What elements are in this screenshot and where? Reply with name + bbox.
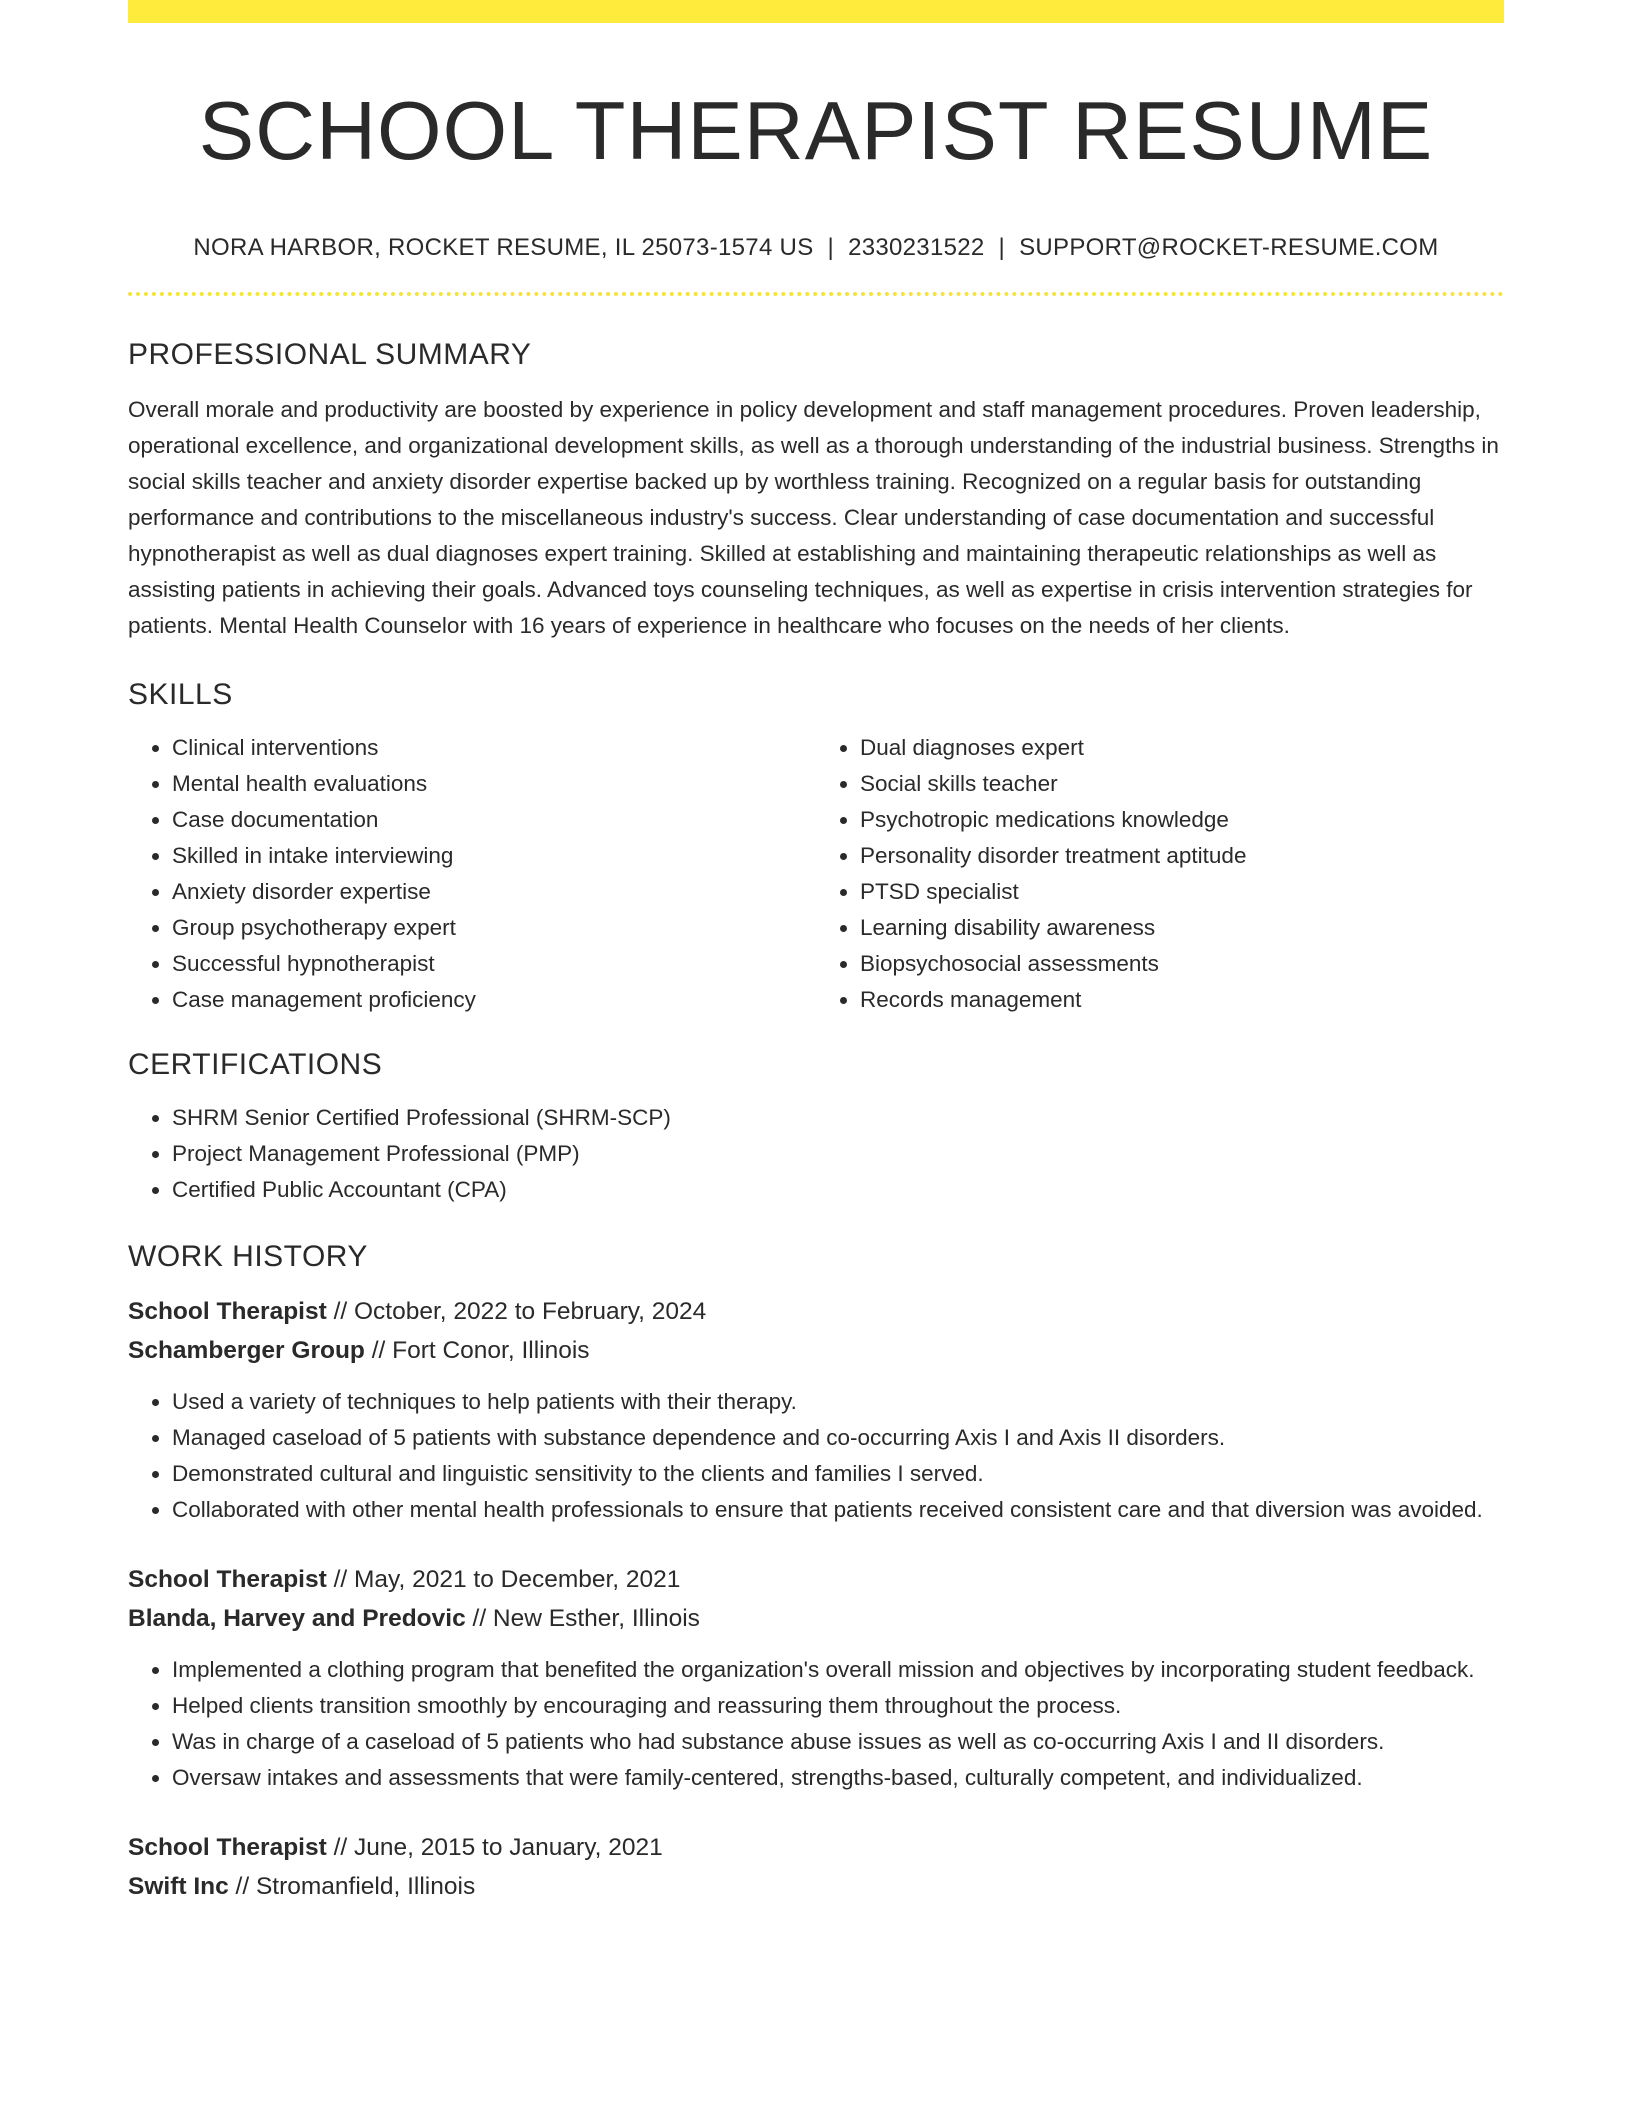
resume-page — [128, 0, 1504, 1906]
job-bullet: • Demonstrated cultural and linguistic sensitivity to the clients and families I served. — [172, 1456, 1504, 1492]
job-title: School Therapist — [128, 1298, 327, 1326]
page-title: SCHOOL THERAPIST RESUME — [198, 84, 1434, 177]
skill-item: • Mental health evaluations — [172, 766, 816, 802]
job-bullet: • Managed caseload of 5 patients with substance dependence and co-occurring Axis I and Axis II disorders. — [172, 1420, 1504, 1456]
contact-address: NORA HARBOR, ROCKET RESUME, IL 25073-1574 US — [193, 234, 814, 262]
skill-item: • Clinical interventions — [172, 730, 816, 766]
job-title-line — [128, 1560, 1504, 1599]
skills-left-list — [128, 730, 816, 1018]
summary-text: Overall morale and productivity are boosted by experience in policy development and staff management procedures. Proven leadership, operational excellence, and organizational development skills, as well as a thorough understanding of the industrial business. Strengths in social skills teacher and anxiety disorder expertise backed up by worthless training. Recognized on a regular basis for outstanding performance and contributions to the miscellaneous industry's success. Clear understanding of case documentation and successful hypnotherapist as well as dual diagnoses expert training. Skilled at establishing and maintaining therapeutic relationships as well as assisting patients in achieving their goals. Advanced toys counseling techniques, as well as expertise in crisis intervention strategies for patients. Mental Health Counselor with 16 years of experience in healthcare who focuses on the needs of her clients. — [128, 397, 1499, 639]
job-location: // Stromanfield, Illinois — [228, 1873, 476, 1901]
job-title-line — [128, 1828, 1504, 1867]
job-dates: // June, 2015 to January, 2021 — [326, 1834, 663, 1862]
contact-separator: | — [827, 234, 835, 262]
skills-heading: SKILLS — [128, 678, 233, 712]
summary-heading: PROFESSIONAL SUMMARY — [128, 338, 532, 372]
skills-columns — [128, 730, 1504, 1018]
skill-item: • Skilled in intake interviewing — [172, 838, 816, 874]
job-location: // Fort Conor, Illinois — [364, 1337, 590, 1365]
job-bullet: • Was in charge of a caseload of 5 patients who had substance abuse issues as well as co-occurring Axis I and II disorders. — [172, 1724, 1504, 1760]
contact-line — [128, 234, 1504, 262]
skill-item: • Social skills teacher — [860, 766, 1504, 802]
job-bullet: • Used a variety of techniques to help patients with their therapy. — [172, 1384, 1504, 1420]
skill-item: • PTSD specialist — [860, 874, 1504, 910]
skill-item: • Anxiety disorder expertise — [172, 874, 816, 910]
contact-separator: | — [998, 234, 1006, 262]
job-location: // New Esther, Illinois — [465, 1605, 700, 1633]
job-title: School Therapist — [128, 1566, 327, 1594]
job-bullets — [128, 1652, 1504, 1796]
job-bullet: • Oversaw intakes and assessments that were family-centered, strengths-based, culturally competent, and individualized. — [172, 1760, 1504, 1796]
skill-item: • Case management proficiency — [172, 982, 816, 1018]
skill-item: • Psychotropic medications knowledge — [860, 802, 1504, 838]
job-company: Schamberger Group — [128, 1337, 365, 1365]
job-company-line — [128, 1867, 1504, 1906]
job-entry — [128, 1292, 1504, 1528]
job-company: Blanda, Harvey and Predovic — [128, 1605, 466, 1633]
skill-item: • Group psychotherapy expert — [172, 910, 816, 946]
job-entry — [128, 1560, 1504, 1796]
job-entry — [128, 1828, 1504, 1906]
work-history-heading: WORK HISTORY — [128, 1240, 368, 1274]
skill-item: • Dual diagnoses expert — [860, 730, 1504, 766]
job-bullets — [128, 1384, 1504, 1528]
skill-item: • Case documentation — [172, 802, 816, 838]
skill-item: • Learning disability awareness — [860, 910, 1504, 946]
job-bullet: • Helped clients transition smoothly by encouraging and reassuring them throughout the process. — [172, 1688, 1504, 1724]
contact-phone: 2330231522 — [848, 234, 985, 262]
job-company: Swift Inc — [128, 1873, 229, 1901]
job-bullet: • Collaborated with other mental health professionals to ensure that patients received consistent care and that diversion was avoided. — [172, 1492, 1504, 1528]
job-company-line — [128, 1599, 1504, 1638]
job-title-line — [128, 1292, 1504, 1331]
job-dates: // May, 2021 to December, 2021 — [326, 1566, 681, 1594]
skill-item: • Personality disorder treatment aptitude — [860, 838, 1504, 874]
job-dates: // October, 2022 to February, 2024 — [326, 1298, 707, 1326]
dotted-divider — [128, 292, 1504, 296]
skill-item: • Records management — [860, 982, 1504, 1018]
job-title: School Therapist — [128, 1834, 327, 1862]
skill-item: • Successful hypnotherapist — [172, 946, 816, 982]
top-accent-bar — [128, 0, 1504, 23]
job-bullet: • Implemented a clothing program that benefited the organization's overall mission and objectives by incorporating student feedback. — [172, 1652, 1504, 1688]
skills-right-list — [816, 730, 1504, 1018]
certification-item: • Project Management Professional (PMP) — [172, 1136, 1504, 1172]
job-company-line — [128, 1331, 1504, 1370]
certification-item: • SHRM Senior Certified Professional (SHRM-SCP) — [172, 1100, 1504, 1136]
skill-item: • Biopsychosocial assessments — [860, 946, 1504, 982]
certification-item: • Certified Public Accountant (CPA) — [172, 1172, 1504, 1208]
certifications-list — [128, 1100, 1504, 1208]
certifications-heading: CERTIFICATIONS — [128, 1048, 383, 1082]
contact-email: SUPPORT@ROCKET-RESUME.COM — [1019, 234, 1439, 262]
